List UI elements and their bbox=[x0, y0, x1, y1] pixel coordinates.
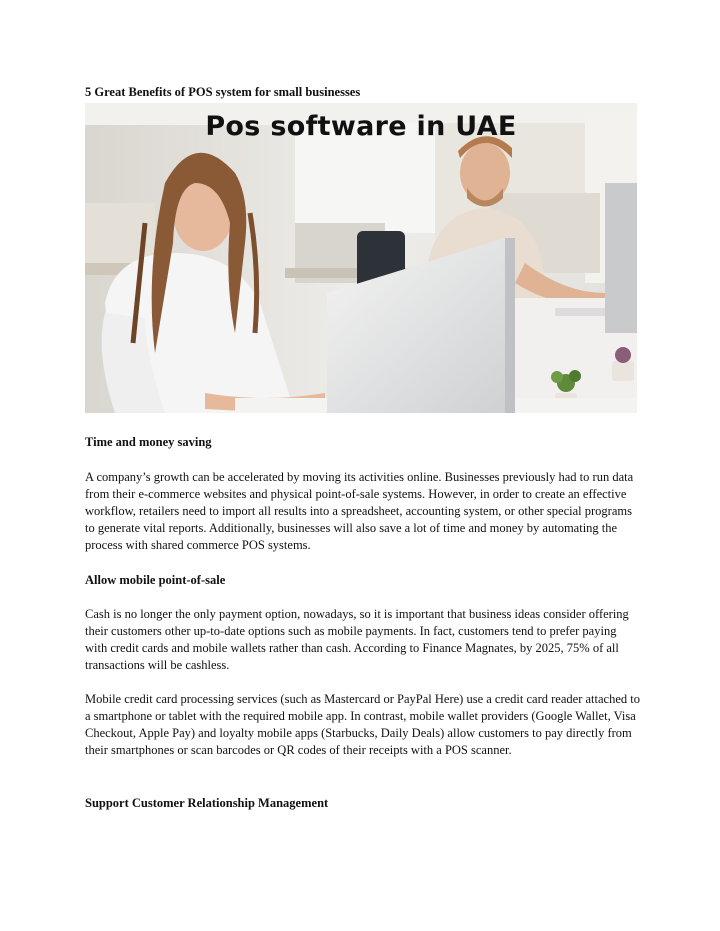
paragraph: Cash is no longer the only payment option, nowadays, so it is important that business ideas consider offering their customers other up-to-date options such as mobile payments. In fact, customers tend to prefer paying with credit cards and mobile wallets rather than cash. According to Finance Magnates, by 2025, 75% of all transactions will be cashless. bbox=[85, 607, 629, 672]
hero-caption: Pos software in UAE bbox=[205, 111, 517, 142]
section-heading-mobile-pos: Allow mobile point-of-sale bbox=[85, 573, 226, 587]
office-photo-icon bbox=[85, 103, 637, 413]
paragraph: A company’s growth can be accelerated by moving its activities online. Businesses previously had to run data from their e-commerce websites and physical point-of-sale systems. However, in order to create an effective workflow, retailers need to import all results into a spreadsheet, accounting system, or other special programs to generate vital reports. Additionally, businesses will also save a lot of time and money by automating the process with shared commerce POS systems. bbox=[85, 470, 634, 552]
section-heading-time-money: Time and money saving bbox=[85, 435, 212, 449]
section-heading-crm: Support Customer Relationship Management bbox=[85, 796, 329, 810]
paragraph: Mobile credit card processing services (such as Mastercard or PayPal Here) use a credit card reader attached to a smartphone or tablet with the required mobile app. In contrast, mobile wallet providers (Google Wallet, Visa Checkout, Apple Pay) and loyalty mobile apps (Starbucks, Daily Deals) allow customers to pay directly from their smartphones or scan barcodes or QR codes of their receipts with a POS scanner. bbox=[85, 692, 640, 757]
document-title: 5 Great Benefits of POS system for small businesses bbox=[85, 85, 361, 99]
hero-image bbox=[85, 103, 637, 413]
